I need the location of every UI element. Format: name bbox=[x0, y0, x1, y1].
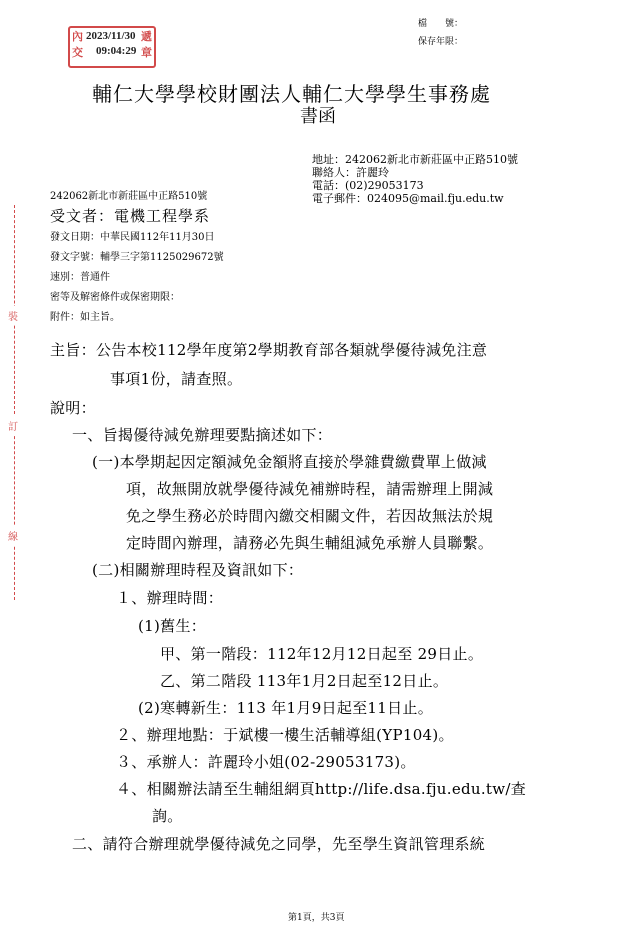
section-1-heading: 一、旨揭優待減免辦理要點摘述如下： bbox=[72, 426, 333, 444]
binding-mark-2: 訂 bbox=[8, 416, 18, 435]
stamp-time: 09:04:29 bbox=[96, 45, 137, 57]
stamp-right-chars: 遞 章 bbox=[141, 30, 152, 59]
receipt-stamp bbox=[68, 26, 156, 68]
item-4-line-2: 詢。 bbox=[152, 807, 183, 825]
stamp-left-chars: 內 交 bbox=[72, 30, 83, 59]
item-1-phase-b: 乙、第二階段 113年1月2日起至12日止。 bbox=[160, 672, 449, 690]
meta-block bbox=[50, 228, 224, 328]
sender-address: 地址：242062新北市新莊區中正路510號 bbox=[312, 153, 518, 166]
subject-line-2: 事項1份，請查照。 bbox=[110, 370, 243, 388]
recipient-address: 242062新北市新莊區中正路510號 bbox=[50, 191, 208, 202]
file-number-block bbox=[418, 15, 463, 51]
contact-person: 聯絡人：許麗玲 bbox=[312, 166, 389, 179]
binding-mark-3: 線 bbox=[8, 526, 18, 545]
item-4-line-1: ４、相關辦法請至生輔組網頁http://life.dsa.fju.edu.tw/查 bbox=[116, 780, 527, 798]
s1-p1-line-4: 定時間內辦理，請務必先與生輔組減免承辦人員聯繫。 bbox=[126, 534, 494, 552]
attachment: 附件：如主旨。 bbox=[50, 312, 120, 323]
page-number: 第1頁，共3頁 bbox=[288, 913, 345, 923]
confidentiality: 密等及解密條件或保密期限： bbox=[50, 292, 180, 303]
subject-line-1: 主旨：公告本校112學年度第2學期教育部各類就學優待減免注意 bbox=[50, 341, 488, 359]
stamp-date: 2023/11/30 bbox=[86, 30, 136, 42]
contact-block bbox=[312, 153, 518, 205]
item-3: ３、承辦人：許麗玲小姐(02-29053173)。 bbox=[116, 753, 416, 771]
contact-phone: 電話：(02)29053173 bbox=[312, 179, 424, 192]
binding-mark-1: 裝 bbox=[8, 306, 18, 325]
receiver: 受文者：電機工程學系 bbox=[50, 207, 211, 225]
issue-date: 發文日期：中華民國112年11月30日 bbox=[50, 232, 215, 243]
issue-number: 發文字號：輔學三字第1125029672號 bbox=[50, 252, 224, 263]
explanation-label: 說明： bbox=[50, 399, 96, 417]
retention-label: 保存年限： bbox=[418, 37, 464, 47]
section-2-line-1: 二、請符合辦理就學優待減免之同學，先至學生資訊管理系統 bbox=[72, 835, 486, 853]
item-1-phase-a: 甲、第一階段：112年12月12日起至 29日止。 bbox=[160, 645, 484, 663]
item-1-old-students: (1)舊生： bbox=[138, 617, 207, 635]
document-type: 書函 bbox=[300, 106, 336, 127]
stamp-datetime bbox=[86, 29, 136, 59]
speed-class: 速別：普通件 bbox=[50, 272, 110, 283]
s1-p1-line-3: 免之學生務必於時間內繳交相關文件，若因故無法於規 bbox=[126, 507, 494, 525]
contact-email: 電子郵件：024095@mail.fju.edu.tw bbox=[312, 192, 504, 205]
s1-p1-line-2: 項，故無開放就學優待減免補辦時程，請需辦理上開減 bbox=[126, 480, 494, 498]
item-1: １、辦理時間： bbox=[116, 589, 224, 607]
file-no-label: 檔 號： bbox=[418, 19, 464, 29]
item-1-transfer-students: (2)寒轉新生：113 年1月9日起至11日止。 bbox=[138, 699, 434, 717]
organization-title: 輔仁大學學校財團法人輔仁大學學生事務處 bbox=[92, 82, 491, 106]
s1-p1-line-1: (一)本學期起因定額減免金額將直接於學雜費繳費單上做減 bbox=[92, 453, 487, 471]
s1-p2-heading: (二)相關辦理時程及資訊如下： bbox=[92, 561, 304, 579]
item-2: ２、辦理地點：于斌樓一樓生活輔導組(YP104)。 bbox=[116, 726, 454, 744]
